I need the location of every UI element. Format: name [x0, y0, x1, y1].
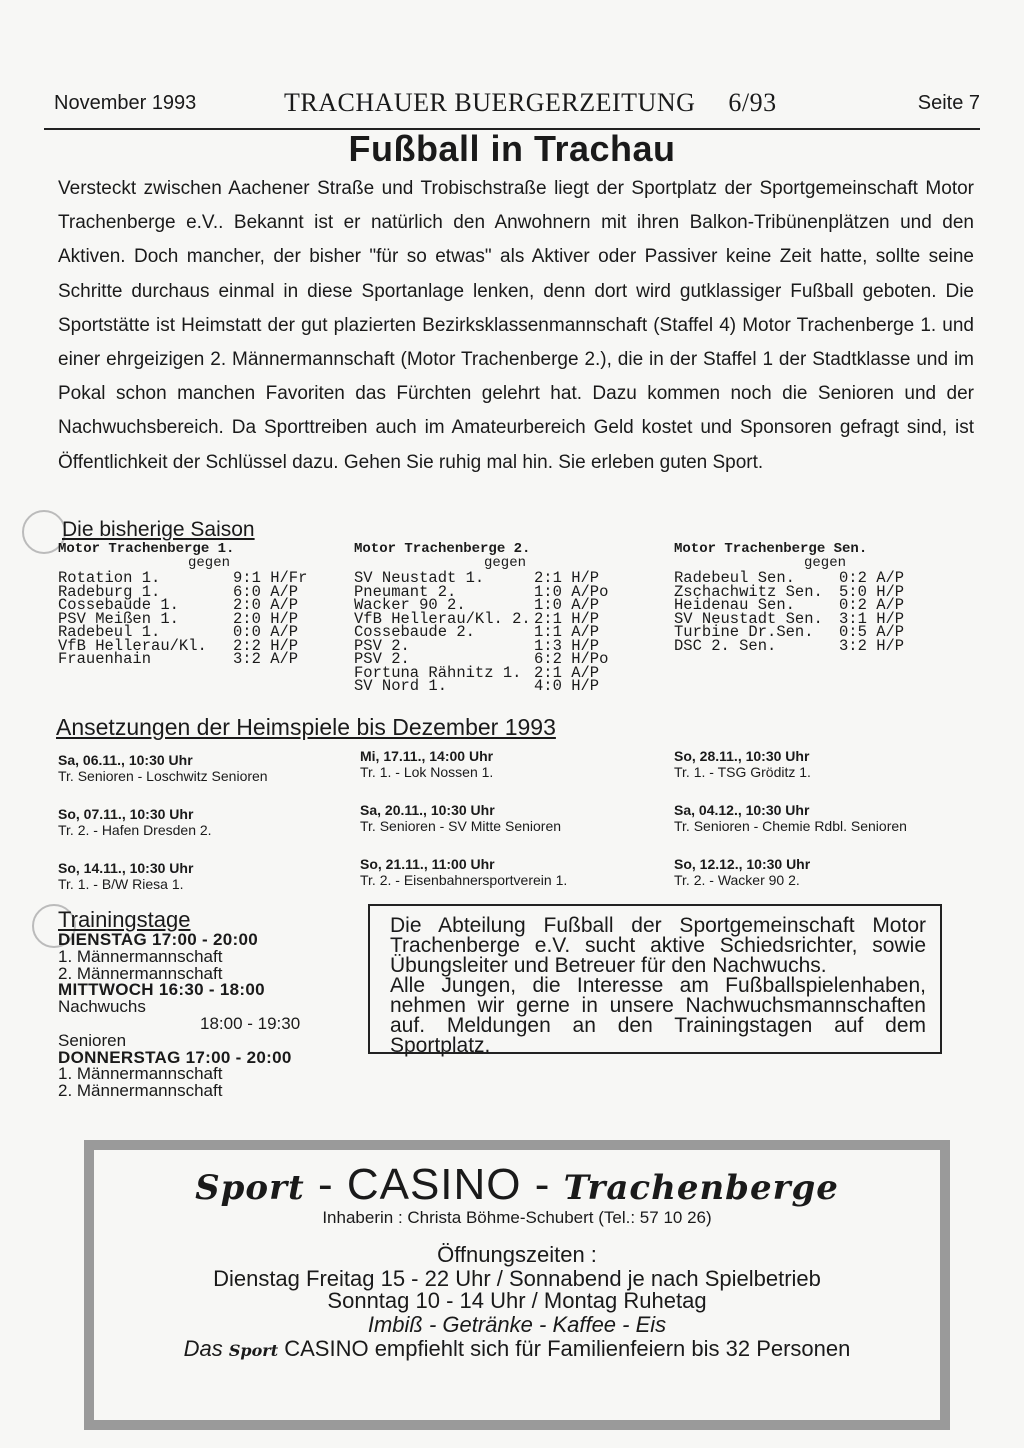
result-score: 2:0 A/P	[233, 596, 299, 614]
result-opponent: VfB Hellerau/Kl. 2.	[354, 609, 531, 628]
result-score: 0:0 A/P	[233, 623, 299, 641]
recruitment-notice	[368, 904, 942, 1057]
result-opponent: Radeburg 1.	[58, 582, 161, 601]
result-score: 3:2 H/P	[839, 636, 905, 655]
fixture-date: Mi, 17.11., 14:00 Uhr	[360, 748, 494, 764]
result-opponent: SV Nord 1.	[354, 677, 448, 695]
result-opponent: Cossebaude 2.	[354, 623, 475, 641]
result-opponent: PSV Meißen 1.	[58, 609, 179, 628]
fixture-teams: Tr. 2. - Wacker 90 2.	[674, 872, 800, 888]
training-group: 2. Männermannschaft	[58, 963, 223, 983]
result-score: 4:0 H/P	[534, 677, 600, 695]
fixture-date: Sa, 06.11., 10:30 Uhr	[58, 752, 193, 768]
team-gegen: gegen	[804, 554, 847, 571]
result-opponent: Turbine Dr.Sen.	[674, 623, 814, 641]
fixture-date: Sa, 04.12., 10:30 Uhr	[674, 802, 810, 818]
article-title: Fußball in Trachau	[348, 128, 676, 169]
result-opponent: Heidenau Sen.	[674, 596, 795, 614]
result-row	[354, 677, 654, 695]
header-page-number: Seite 7	[917, 92, 980, 114]
training-group: Senioren	[58, 1030, 127, 1050]
result-opponent: SV Neustadt Sen.	[674, 609, 823, 628]
training-group: 2. Männermannschaft	[58, 1081, 223, 1101]
issue-number: 6/93	[728, 88, 777, 117]
result-score: 2:2 H/P	[233, 636, 299, 655]
casino-sport-script: Sport	[195, 1168, 305, 1208]
training-day: DIENSTAG 17:00 - 20:00	[58, 930, 258, 949]
casino-advertisement	[84, 1140, 950, 1430]
result-score: 1:0 A/Po	[534, 582, 609, 601]
result-opponent: VfB Hellerau/Kl.	[58, 636, 207, 655]
casino-location-script: Trachenberge	[563, 1168, 839, 1208]
training-schedule	[58, 908, 368, 1100]
result-opponent: Rotation 1.	[58, 569, 161, 587]
result-score: 2:1 H/P	[534, 569, 600, 587]
notice-paragraph: Die Abteilung Fußball der Sportgemeinschaft Motor Trachenberge e.V. sucht aktive Schiedsrichter, sowie Übungsleiter und Betreuer für den Nachwuchs.	[390, 914, 926, 977]
fixture-teams: Tr. Senioren - Loschwitz Senioren	[58, 768, 268, 784]
fixture-date: So, 14.11., 10:30 Uhr	[58, 860, 194, 876]
page-header	[44, 88, 980, 130]
casino-owner: Inhaberin : Christa Böhme-Schubert (Tel.: 57 10 26)	[322, 1208, 712, 1227]
result-score: 6:0 A/P	[233, 582, 299, 601]
team-name: Motor Trachenberge 2.	[354, 541, 531, 557]
team-results-3	[674, 543, 974, 653]
fixture	[360, 802, 561, 834]
result-opponent: Fortuna Rähnitz 1.	[354, 663, 522, 682]
opening-hours-line: Dienstag Freitag 15 - 22 Uhr / Sonnabend je nach Spielbetrieb	[213, 1266, 821, 1291]
opening-hours-line: Sonntag 10 - 14 Uhr / Montag Ruhetag	[327, 1288, 707, 1313]
fixture-date: So, 07.11., 10:30 Uhr	[58, 806, 194, 822]
fixture-date: So, 12.12., 10:30 Uhr	[674, 856, 811, 872]
result-score: 1:1 A/P	[534, 623, 600, 641]
result-opponent: Radebeul Sen.	[674, 569, 795, 587]
notice-paragraph: Alle Jungen, die Interesse am Fußballspielenhaben, nehmen wir gerne in unsere Nachwuchsmannschaften auf. Meldungen an den Trainingstagen auf dem Sportplatz.	[390, 974, 926, 1057]
fixture-teams: Tr. 1. - B/W Riesa 1.	[58, 876, 184, 892]
training-day: DONNERSTAG 17:00 - 20:00	[58, 1047, 292, 1067]
result-score: 3:1 H/P	[839, 609, 905, 628]
casino-recommendation	[94, 1338, 940, 1362]
header-newspaper	[284, 88, 777, 118]
result-opponent: Wacker 90 2.	[354, 596, 466, 614]
season-heading: Die bisherige Saison	[62, 518, 255, 541]
result-opponent: Frauenhain	[58, 650, 152, 668]
fixture-teams: Tr. 2. - Eisenbahnersportverein 1.	[360, 872, 568, 888]
header-date: November 1993	[54, 92, 197, 114]
team-gegen: gegen	[484, 554, 527, 571]
fixture-date: So, 28.11., 10:30 Uhr	[674, 748, 810, 764]
newspaper-name: TRACHAUER BUERGERZEITUNG	[284, 88, 696, 117]
fixture	[674, 856, 810, 888]
training-time: 18:00 - 19:30	[200, 1013, 301, 1033]
training-group: Nachwuchs	[58, 997, 146, 1017]
result-opponent: PSV 2.	[354, 636, 410, 655]
fixture-teams: Tr. 2. - Hafen Dresden 2.	[58, 822, 212, 838]
fixture-teams: Tr. 1. - TSG Gröditz 1.	[674, 764, 811, 780]
fixture-teams: Tr. 1. - Lok Nossen 1.	[360, 764, 494, 780]
opening-hours-title: Öffnungszeiten :	[437, 1242, 597, 1267]
result-score: 2:0 H/P	[233, 609, 299, 628]
fixture	[58, 860, 193, 892]
result-opponent: Pneumant 2.	[354, 582, 457, 601]
result-score: 5:0 H/P	[839, 582, 905, 601]
fixture	[674, 802, 907, 834]
fixture	[674, 748, 811, 780]
result-opponent: PSV 2.	[354, 650, 410, 668]
result-opponent: Zschachwitz Sen.	[674, 582, 823, 601]
recommend-text: CASINO empfiehlt sich für Familienfeiern bis 32 Personen	[284, 1336, 851, 1361]
casino-offer: Imbiß - Getränke - Kaffee - Eis	[367, 1312, 667, 1337]
result-score: 1:3 H/P	[534, 636, 600, 655]
result-row	[674, 636, 974, 655]
result-row	[58, 650, 348, 668]
recommend-prefix: Das	[183, 1336, 223, 1361]
result-score: 6:2 H/Po	[534, 650, 609, 668]
fixtures-heading: Ansetzungen der Heimspiele bis Dezember 1993	[56, 714, 556, 740]
team-name: Motor Trachenberge 1.	[58, 541, 235, 557]
article-intro: Versteckt zwischen Aachener Straße und Trobischstraße liegt der Sportplatz der Sportgemeinschaft Motor Trachenberge e.V.. Bekannt ist er natürlich den Anwohnern mit ihren Balkon-Tribünenplätzen und den Aktiven. Doch mancher, der bisher "für so etwas" als Aktiver oder Passiver keine Zeit hatte, sollte seine Schritte durchaus einmal in diese Sportanlage lenken, denn dort wird gutklassiger Fußball geboten. Die Sportstätte ist Heimstatt der gut plazierten Bezirksklassenmannschaft (Staffel 4) Motor Trachenberge 1. und einer ehrgeizigen 2. Männermannschaft (Motor Trachenberge 2.), die in der Staffel 1 der Stadtklasse und im Pokal schon manchen Favoriten das Fürchten gelehrt hat. Dazu kommen noch die Senioren und der Nachwuchsbereich. Da Sporttreiben auch im Amateurbereich Geld kostet und Sponsoren gefragt sind, ist Öffentlichkeit der Schlüssel dazu. Gehen Sie ruhig mal hin. Sie erleben guten Sport.	[58, 178, 974, 473]
result-score: 1:0 A/P	[534, 596, 600, 614]
recommend-sport-script: Sport	[228, 1341, 279, 1360]
team-results-1	[58, 543, 348, 667]
training-heading: Trainingstage	[58, 907, 191, 932]
result-opponent: Radebeul 1.	[58, 623, 161, 641]
result-opponent: Cossebaude 1.	[58, 596, 179, 614]
fixture	[58, 752, 268, 784]
result-score: 2:1 A/P	[534, 663, 600, 682]
training-group: 1. Männermannschaft	[58, 946, 223, 966]
training-group: 1. Männermannschaft	[58, 1064, 223, 1084]
team-name: Motor Trachenberge Sen.	[674, 541, 868, 557]
fixture	[360, 856, 567, 888]
fixture-date: So, 21.11., 11:00 Uhr	[360, 856, 495, 872]
result-opponent: SV Neustadt 1.	[354, 569, 485, 587]
training-day: MITTWOCH 16:30 - 18:00	[58, 980, 265, 1000]
fixture	[58, 806, 212, 838]
team-results-2	[354, 543, 654, 694]
team-gegen: gegen	[188, 554, 231, 571]
result-score: 0:2 A/P	[839, 596, 905, 614]
result-score: 3:2 A/P	[233, 650, 299, 668]
result-score: 9:1 H/Fr	[233, 569, 308, 587]
fixture-teams: Tr. Senioren - SV Mitte Senioren	[360, 818, 562, 834]
fixture-date: Sa, 20.11., 10:30 Uhr	[360, 802, 495, 818]
fixture	[360, 748, 493, 780]
fixture-teams: Tr. Senioren - Chemie Rdbl. Senioren	[674, 818, 907, 834]
result-score: 2:1 H/P	[534, 609, 600, 628]
result-opponent: DSC 2. Sen.	[674, 636, 777, 655]
result-score: 0:5 A/P	[839, 623, 905, 641]
casino-title	[94, 1160, 940, 1210]
result-score: 0:2 A/P	[839, 569, 905, 587]
casino-name: - CASINO -	[317, 1160, 551, 1209]
